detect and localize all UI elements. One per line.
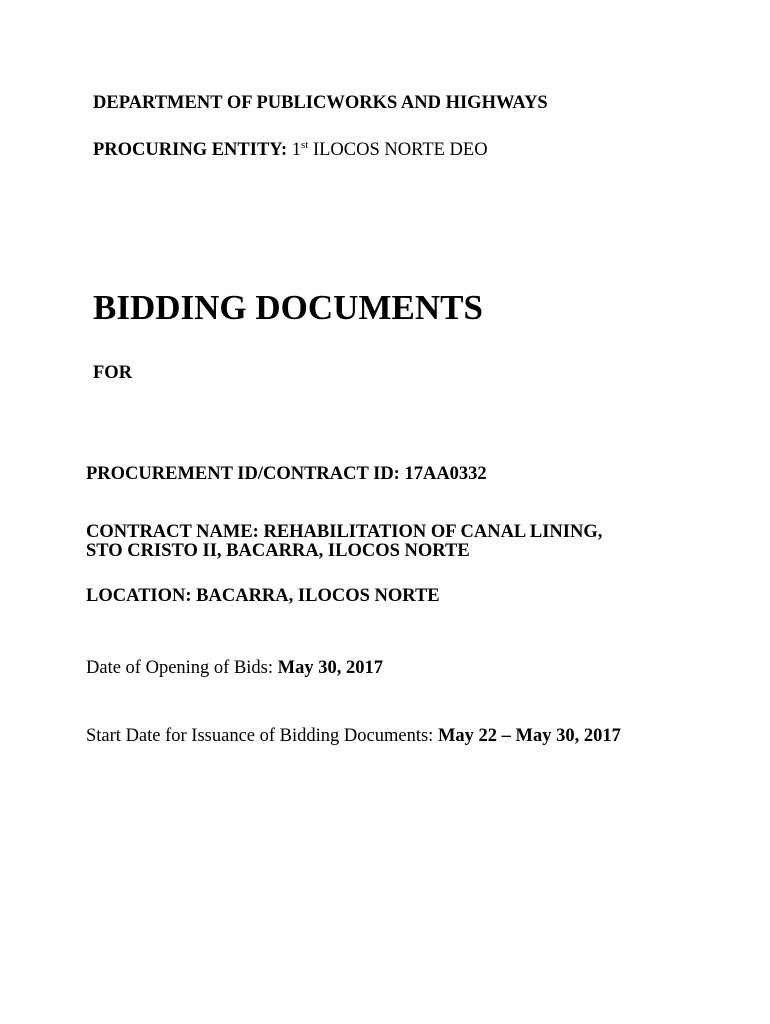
procuring-entity-value: ILOCOS NORTE DEO bbox=[312, 140, 488, 160]
document-title: BIDDING DOCUMENTS bbox=[93, 288, 483, 327]
issuance-date bbox=[86, 727, 621, 746]
procuring-entity bbox=[93, 141, 488, 160]
contract-name-line-2: STO CRISTO II, BACARRA, ILOCOS NORTE bbox=[86, 541, 470, 561]
issuance-date-label: Start Date for Issuance of Bidding Documents: bbox=[86, 726, 434, 746]
title-for: FOR bbox=[93, 363, 133, 383]
procuring-entity-ordinal: st bbox=[300, 139, 309, 151]
contract-name-line-1: CONTRACT NAME: REHABILITATION OF CANAL LINING, bbox=[86, 522, 603, 542]
issuance-date-value: May 22 – May 30, 2017 bbox=[437, 726, 621, 746]
opening-date-label: Date of Opening of Bids: bbox=[86, 658, 274, 678]
procurement-id: PROCUREMENT ID/CONTRACT ID: 17AA0332 bbox=[86, 464, 487, 484]
location: LOCATION: BACARRA, ILOCOS NORTE bbox=[86, 586, 440, 606]
opening-date-value: May 30, 2017 bbox=[277, 658, 383, 678]
department-heading: DEPARTMENT OF PUBLICWORKS AND HIGHWAYS bbox=[93, 93, 548, 113]
procuring-entity-number: 1 bbox=[291, 140, 301, 160]
opening-date bbox=[86, 659, 383, 678]
contract-name bbox=[86, 523, 602, 561]
procuring-entity-label: PROCURING ENTITY: bbox=[93, 140, 288, 160]
